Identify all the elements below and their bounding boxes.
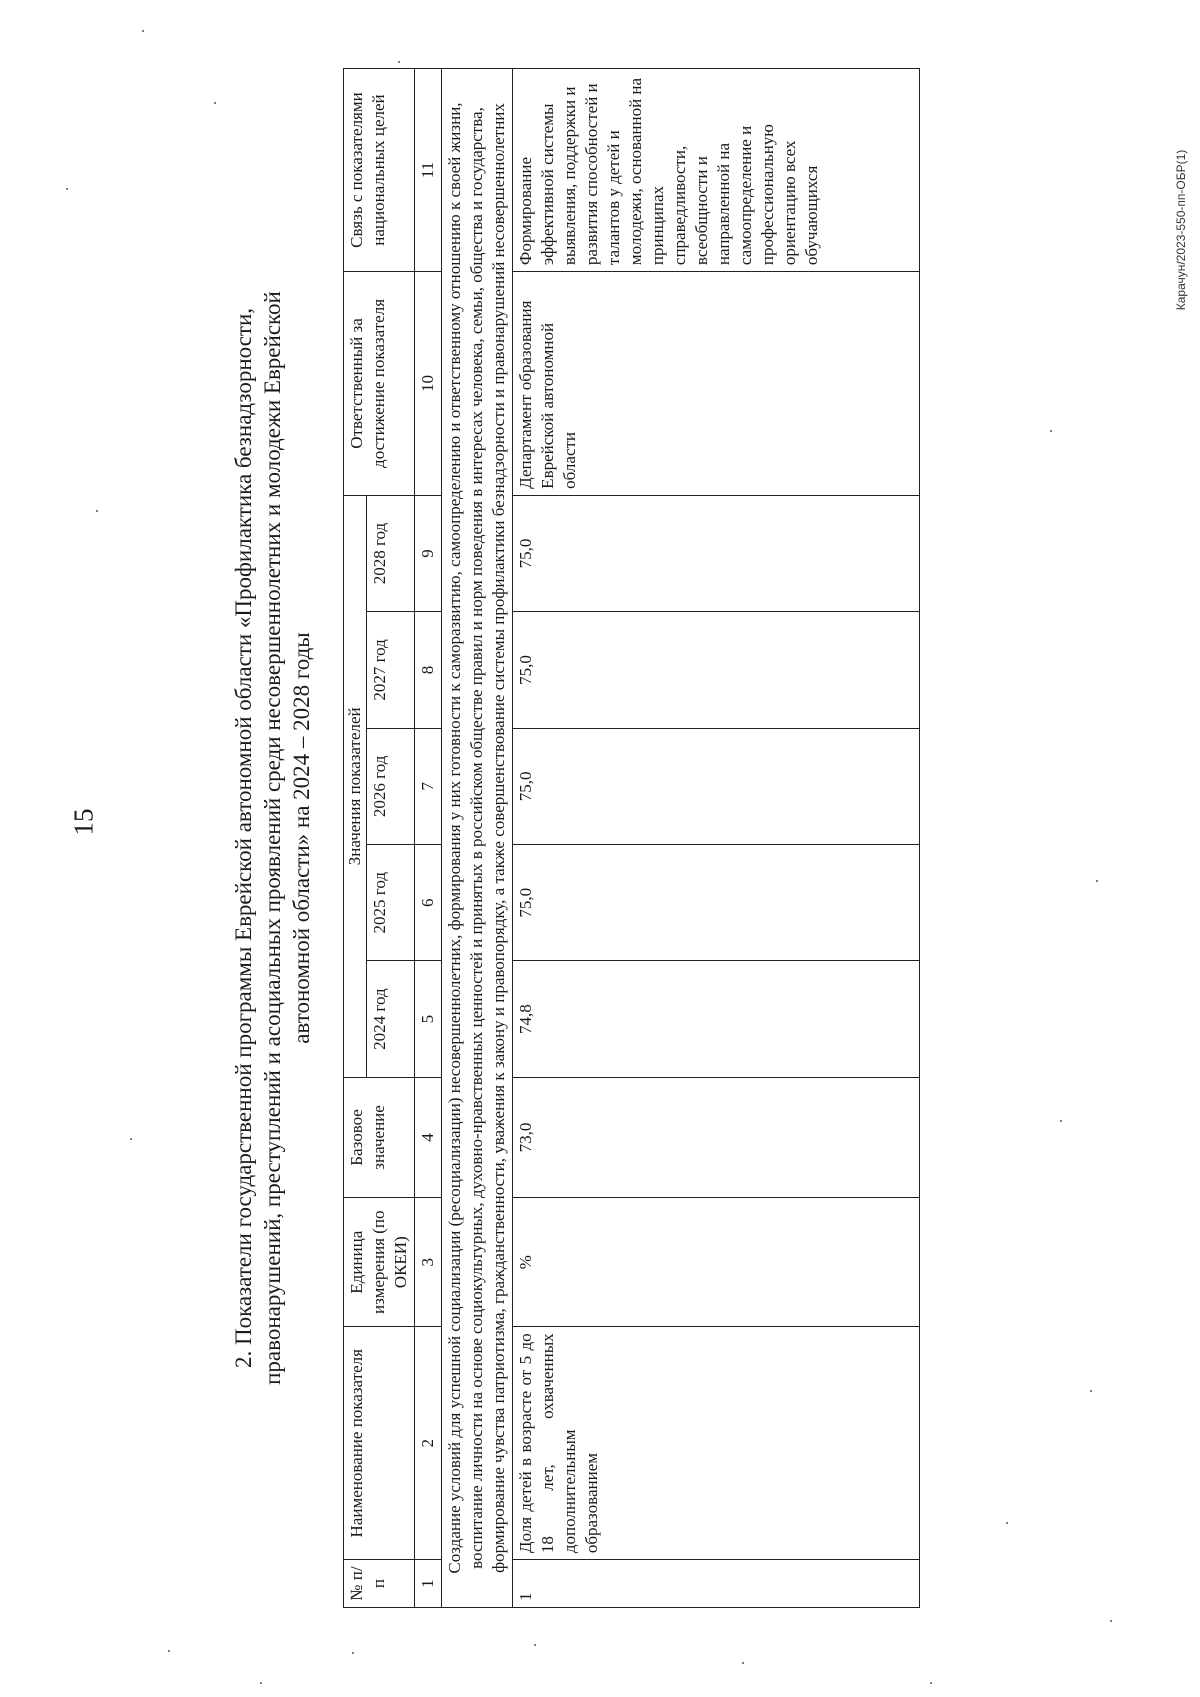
scan-speck: [930, 1682, 932, 1684]
row-base: 73,0: [513, 1077, 920, 1197]
table-row: [513, 69, 920, 1608]
scan-speck: [260, 1682, 262, 1684]
document-code: Карачун/2023-550-пп-ОБР(1): [1174, 149, 1188, 311]
scan-speck: [1096, 880, 1098, 882]
page-number: 15: [68, 808, 99, 836]
document-title: [229, 108, 329, 1568]
header-year: 2028 год: [367, 495, 415, 611]
column-number: 4: [415, 1077, 442, 1197]
row-value-2024: 74,8: [513, 961, 920, 1077]
header-year: 2027 год: [367, 612, 415, 728]
document-body: [225, 68, 1080, 1608]
scan-speck: [1060, 1120, 1062, 1122]
title-line: 2. Показатели государственной программы Еврейской автономной области «Профилактика безнадзорности,: [231, 307, 256, 1369]
scan-speck: [214, 102, 216, 104]
column-number: 3: [415, 1198, 442, 1327]
column-number: 7: [415, 728, 442, 844]
header-year: 2026 год: [367, 728, 415, 844]
column-number: 10: [415, 272, 442, 496]
scan-speck: [168, 1650, 170, 1652]
scan-speck: [96, 510, 98, 512]
column-number: 2: [415, 1327, 442, 1560]
header-name: Наименование показателя: [344, 1327, 415, 1560]
column-number: 11: [415, 69, 442, 272]
row-value-2026: 75,0: [513, 728, 920, 844]
column-number: 6: [415, 845, 442, 961]
row-link: Формирование эффективной системы выявления, поддержки и развития способностей и талантов у детей и молодежи, основанной на принципах справедливости, всеобщности и направленной на самоопределение и профессиональную ориентацию всех обучающихся: [513, 69, 920, 272]
scan-speck: [742, 1662, 744, 1664]
row-num: 1: [513, 1560, 920, 1608]
goal-row: [442, 69, 513, 1608]
title-line: автономной области» на 2024 – 2028 годы: [289, 632, 314, 1044]
row-value-2025: 75,0: [513, 845, 920, 961]
row-name: Доля детей в возрасте от 5 до 18 лет, охваченных дополнительным образованием: [513, 1327, 920, 1560]
scan-speck: [1090, 1390, 1092, 1392]
header-year: 2025 год: [367, 845, 415, 961]
column-number: 5: [415, 961, 442, 1077]
row-value-2028: 75,0: [513, 495, 920, 611]
column-number: 8: [415, 612, 442, 728]
scan-speck: [352, 1652, 354, 1654]
goal-text: Создание условий для успешной социализации (ресоциализации) несовершеннолетних, формирования у них готовности к саморазвитию, самоопределению и ответственному отношению к своей жизни, воспитание личности на основе социокультурных, духовно-нравственных ценностей и принятых в российском обществе правил и норм поведения в интересах человека, семьи, общества и государства, формирование чувства патриотизма, гражданственности, уважения к закону и правопорядку, а также совершенствование системы профилактики безнадзорности и правонарушений несовершеннолетних: [442, 69, 513, 1608]
scan-speck: [1110, 1620, 1112, 1622]
scan-speck: [66, 188, 68, 190]
title-line: правонарушений, преступлений и асоциальных проявлений среди несовершеннолетних и молодежи Еврейской: [260, 291, 285, 1385]
header-values-group: Значения показателей: [344, 495, 367, 1077]
row-responsible: Департамент образования Еврейской автономной области: [513, 272, 920, 496]
row-value-2027: 75,0: [513, 612, 920, 728]
header-year: 2024 год: [367, 961, 415, 1077]
header-row: [344, 69, 367, 1608]
row-unit: %: [513, 1198, 920, 1327]
scan-speck: [1050, 430, 1052, 432]
header-responsible: Ответственный за достижение показателя: [344, 272, 415, 496]
scan-speck: [534, 1644, 536, 1646]
scan-speck: [130, 1138, 132, 1140]
header-unit: Единица измерения (по ОКЕИ): [344, 1198, 415, 1327]
column-number-row: [415, 69, 442, 1608]
scan-speck: [1006, 1522, 1008, 1524]
indicators-table: [343, 68, 920, 1608]
header-base: Базовое значение: [344, 1077, 415, 1197]
header-num: № п/п: [344, 1560, 415, 1608]
header-link: Связь с показателями национальных целей: [344, 69, 415, 272]
scan-speck: [142, 30, 144, 32]
scan-speck: [398, 61, 400, 63]
column-number: 1: [415, 1560, 442, 1608]
column-number: 9: [415, 495, 442, 611]
